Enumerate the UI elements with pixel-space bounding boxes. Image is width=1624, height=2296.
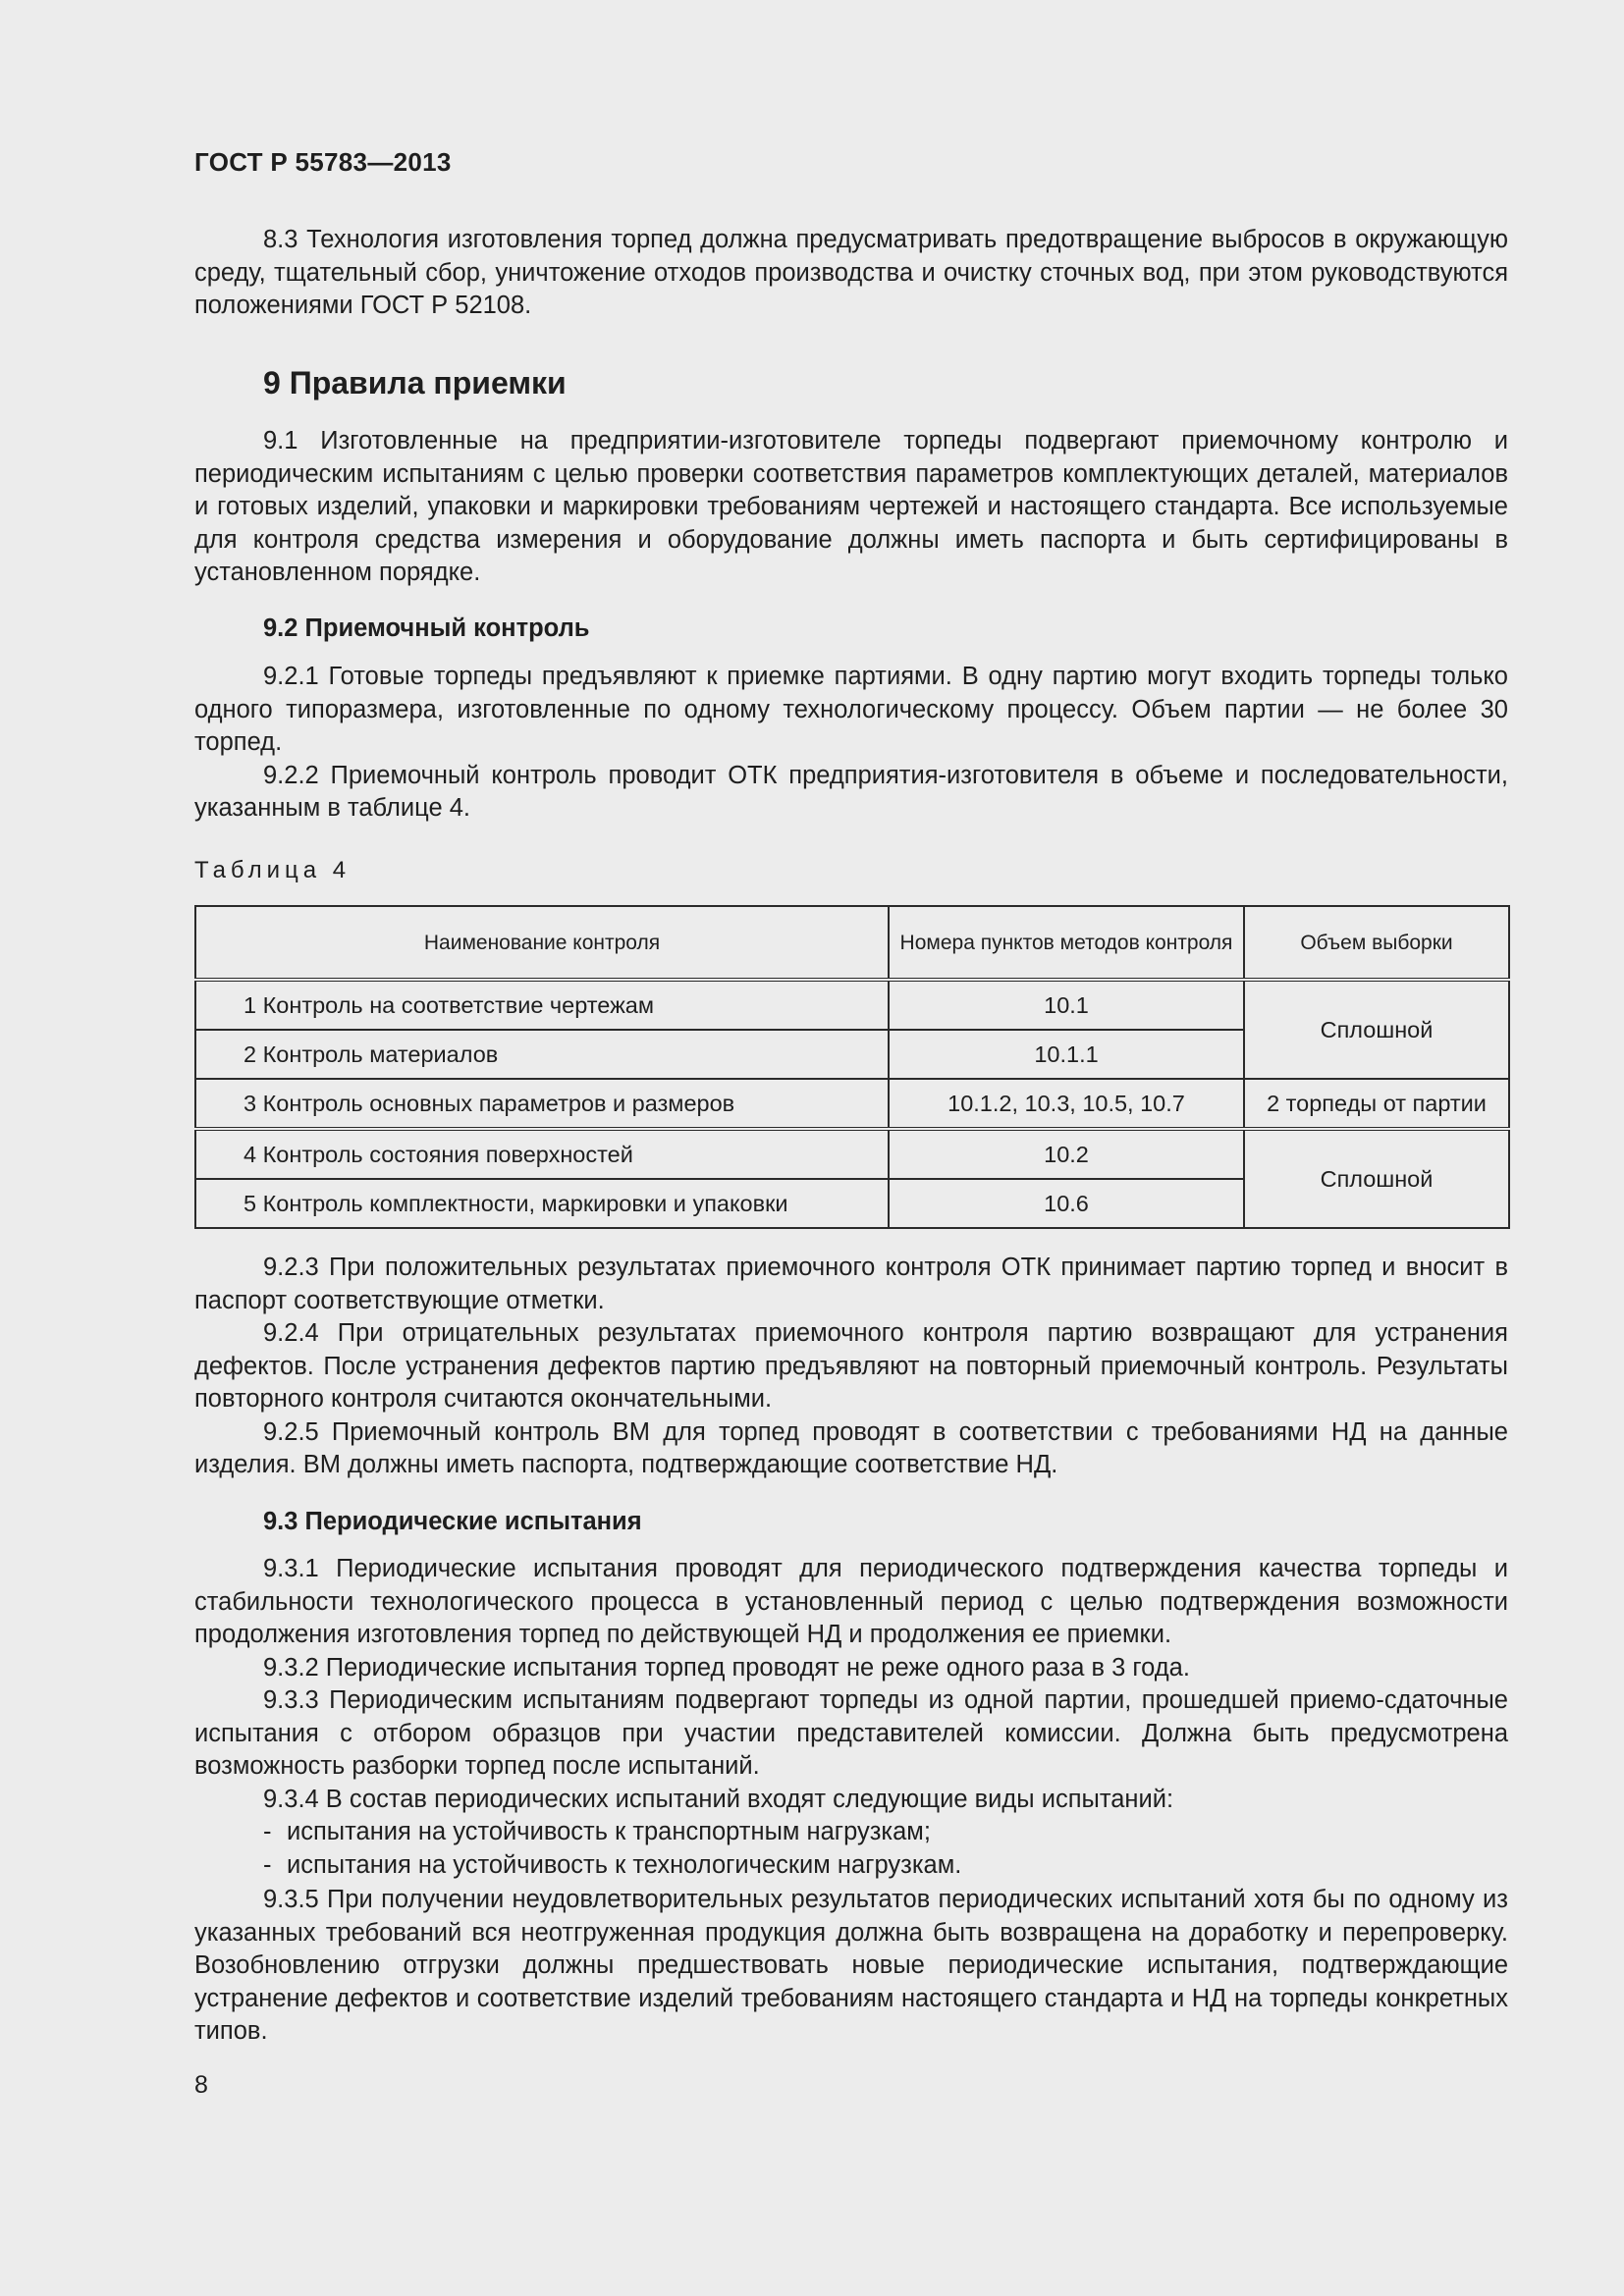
paragraph-8-3: 8.3 Технология изготовления торпед должна предусматривать предотвращение выбросов в окружающую среду, тщательный сбор, уничтожение отходов производства и очистку сточных вод, при этом руководствуются положениями ГОСТ Р 52108. xyxy=(194,226,1508,319)
cell-volume: Сплошной xyxy=(1244,980,1509,1079)
subsection-9-3-heading: 9.3 Периодические испытания xyxy=(263,1508,642,1535)
list-item xyxy=(194,1849,1508,1883)
cell-points: 10.2 xyxy=(889,1129,1244,1179)
list-item-text: испытания на устойчивость к транспортным нагрузкам; xyxy=(287,1818,931,1845)
table-caption: Таблица 4 xyxy=(194,857,352,883)
cell-volume: 2 торпеды от партии xyxy=(1244,1079,1509,1129)
paragraph-9-3-2: 9.3.2 Периодические испытания торпед проводят не реже одного раза в 3 года. xyxy=(263,1653,1190,1682)
table-4 xyxy=(194,905,1510,1229)
paragraph-9-2-4: 9.2.4 При отрицательных результатах приемочного контроля партию возвращают для устранения дефектов. После устранения дефектов партию предъявляют на повторный приемочный контроль. Результаты повторного контроля считаются окончательными. xyxy=(194,1319,1508,1413)
cell-points: 10.1.2, 10.3, 10.5, 10.7 xyxy=(889,1079,1244,1129)
header-points: Номера пунктов методов контроля xyxy=(889,906,1244,980)
paragraph-9-2-3: 9.2.3 При положительных результатах приемочного контроля ОТК принимает партию торпед и вносит в паспорт соответствующие отметки. xyxy=(194,1254,1508,1314)
section-9-heading: 9 Правила приемки xyxy=(263,365,567,400)
cell-points: 10.6 xyxy=(889,1179,1244,1228)
paragraph-9-2-5: 9.2.5 Приемочный контроль ВМ для торпед проводят в соответствии с требованиями НД на данные изделия. ВМ должны иметь паспорта, подтверждающие соответствие НД. xyxy=(194,1417,1508,1478)
document-header: ГОСТ Р 55783—2013 xyxy=(194,147,452,177)
list-dash: - xyxy=(263,1850,272,1879)
paragraph-9-3-4: 9.3.4 В состав периодических испытаний входят следующие виды испытаний: xyxy=(263,1785,1174,1813)
subsection-9-2-heading: 9.2 Приемочный контроль xyxy=(263,614,590,642)
cell-volume: Сплошной xyxy=(1244,1129,1509,1228)
table-row xyxy=(195,1079,1509,1129)
cell-points: 10.1 xyxy=(889,980,1244,1030)
list-item xyxy=(194,1816,1508,1849)
paragraph-9-1: 9.1 Изготовленные на предприятии-изготовителе торпеды подвергают приемочному контролю и периодическим испытаниям с целью проверки соответствия параметров комплектующих деталей, материалов и готовых изделий, упаковки и маркировки требованиям чертежей и настоящего стандарта. Все используемые для контроля средства измерения и оборудование должны иметь паспорта и быть сертифицированы в установленном порядке. xyxy=(194,427,1508,586)
header-volume: Объем выборки xyxy=(1244,906,1509,980)
paragraph-9-3-5: 9.3.5 При получении неудовлетворительных результатов периодических испытаний хотя бы по одному из указанных требований вся неотгруженная продукция должна быть возвращена на доработку и перепроверку. Возобновлению отгрузки должны предшествовать новые периодические испытания, подтверждающие устранение дефектов и соответствие изделий требованиям настоящего стандарта и НД на торпеды конкретных типов. xyxy=(194,1886,1508,2045)
cell-name: 4 Контроль состояния поверхностей xyxy=(195,1129,889,1179)
table-row xyxy=(195,980,1509,1030)
paragraph-9-3-1: 9.3.1 Периодические испытания проводят для периодического подтверждения качества торпеды и стабильности технологического процесса в установленный период с целью подтверждения возможности продолжения изготовления торпед по действующей НД и продолжения ее приемки. xyxy=(194,1555,1508,1648)
cell-points: 10.1.1 xyxy=(889,1030,1244,1079)
cell-name: 2 Контроль материалов xyxy=(195,1030,889,1079)
list-item-text: испытания на устойчивость к технологическим нагрузкам. xyxy=(287,1850,962,1879)
paragraph-9-3-3: 9.3.3 Периодическим испытаниям подвергают торпеды из одной партии, прошедшей приемо-сдаточные испытания с отбором образцов при участии представителей комиссии. Должна быть предусмотрена возможность разборки торпед после испытаний. xyxy=(194,1686,1508,1780)
list-dash: - xyxy=(263,1818,272,1845)
paragraph-9-2-2: 9.2.2 Приемочный контроль проводит ОТК предприятия-изготовителя в объеме и последовательности, указанным в таблице 4. xyxy=(194,761,1508,822)
cell-name: 3 Контроль основных параметров и размеров xyxy=(195,1079,889,1129)
table-header-row xyxy=(195,906,1509,980)
page-number: 8 xyxy=(194,2071,208,2099)
cell-name: 5 Контроль комплектности, маркировки и упаковки xyxy=(195,1179,889,1228)
header-name: Наименование контроля xyxy=(195,906,889,980)
table-row xyxy=(195,1129,1509,1179)
paragraph-9-2-1: 9.2.1 Готовые торпеды предъявляют к приемке партиями. В одну партию могут входить торпеды только одного типоразмера, изготовленные по одному технологическому процессу. Объем партии — не более 30 торпед. xyxy=(194,663,1508,756)
cell-name: 1 Контроль на соответствие чертежам xyxy=(195,980,889,1030)
